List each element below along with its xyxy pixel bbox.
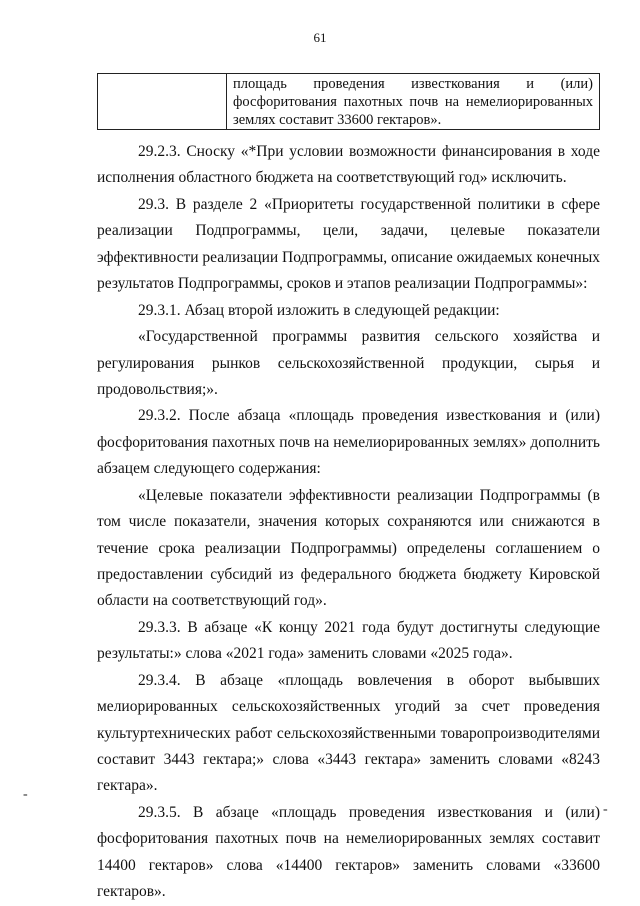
page-number: 61 [313, 30, 327, 45]
paragraph-29-3-3: 29.3.3. В абзаце «К концу 2021 года будут достигнуты следующие результаты:» слова «2021 года» заменить словами «2025 года». [97, 618, 600, 663]
continuation-table [97, 73, 600, 130]
margin-dash-left: - [23, 787, 28, 802]
paragraph-29-3-5: 29.3.5. В абзаце «площадь проведения известкования и (или) фосфоритования пахотных почв на немелиорированных землях составит 14400 гектаров» слова «14400 гектаров» заменить словами «33600 гектаров». [97, 803, 600, 901]
paragraph-quote-target-indicators: «Целевые показатели эффективности реализации Подпрограммы (в том числе показатели, значения которых сохраняются или снижаются в течение срока реализации Подпрограммы) определены соглашением о предоставлении субсидий из федерального бюджета бюджету Кировской области на соответствующий год». [97, 486, 600, 610]
paragraph-29-3-4: 29.3.4. В абзаце «площадь вовлечения в оборот выбывших мелиорированных сельскохозяйственных угодий за счет проведения культуртехнических работ сельскохозяйственными товаропроизводителями составит 3443 гектара;» слова «3443 гектара» заменить словами «8243 гектара». [97, 671, 600, 795]
margin-dash-right: - [603, 802, 608, 817]
paragraph-29-3-2: 29.3.2. После абзаца «площадь проведения известкования и (или) фосфоритования пахотных почв на немелиорированных землях» дополнить абзацем следующего содержания: [97, 407, 600, 478]
table-cell-text: площадь проведения известкования и (или) фосфоритования пахотных почв на немелиорированных землях составит 33600 гектаров». [227, 74, 600, 130]
table-cell-empty [98, 74, 227, 130]
paragraph-quote-state-program: «Государственной программы развития сельского хозяйства и регулирования рынков сельскохозяйственной продукции, сырья и продовольствия;». [97, 328, 600, 398]
paragraph-29-3-1: 29.3.1. Абзац второй изложить в следующей редакции: [138, 301, 500, 319]
paragraph-29-3: 29.3. В разделе 2 «Приоритеты государственной политики в сфере реализации Подпрограммы, цели, задачи, целевые показатели эффективности реализации Подпрограммы, описание ожидаемых конечных результатов Подпрограммы, сроков и этапов реализации Подпрограммы»: [97, 195, 601, 293]
paragraph-29-2-3: 29.2.3. Сноску «*При условии возможности финансирования в ходе исполнения областного бюджета на соответствующий год» исключить. [97, 143, 600, 187]
document-body [97, 139, 600, 906]
table-row [98, 74, 600, 130]
